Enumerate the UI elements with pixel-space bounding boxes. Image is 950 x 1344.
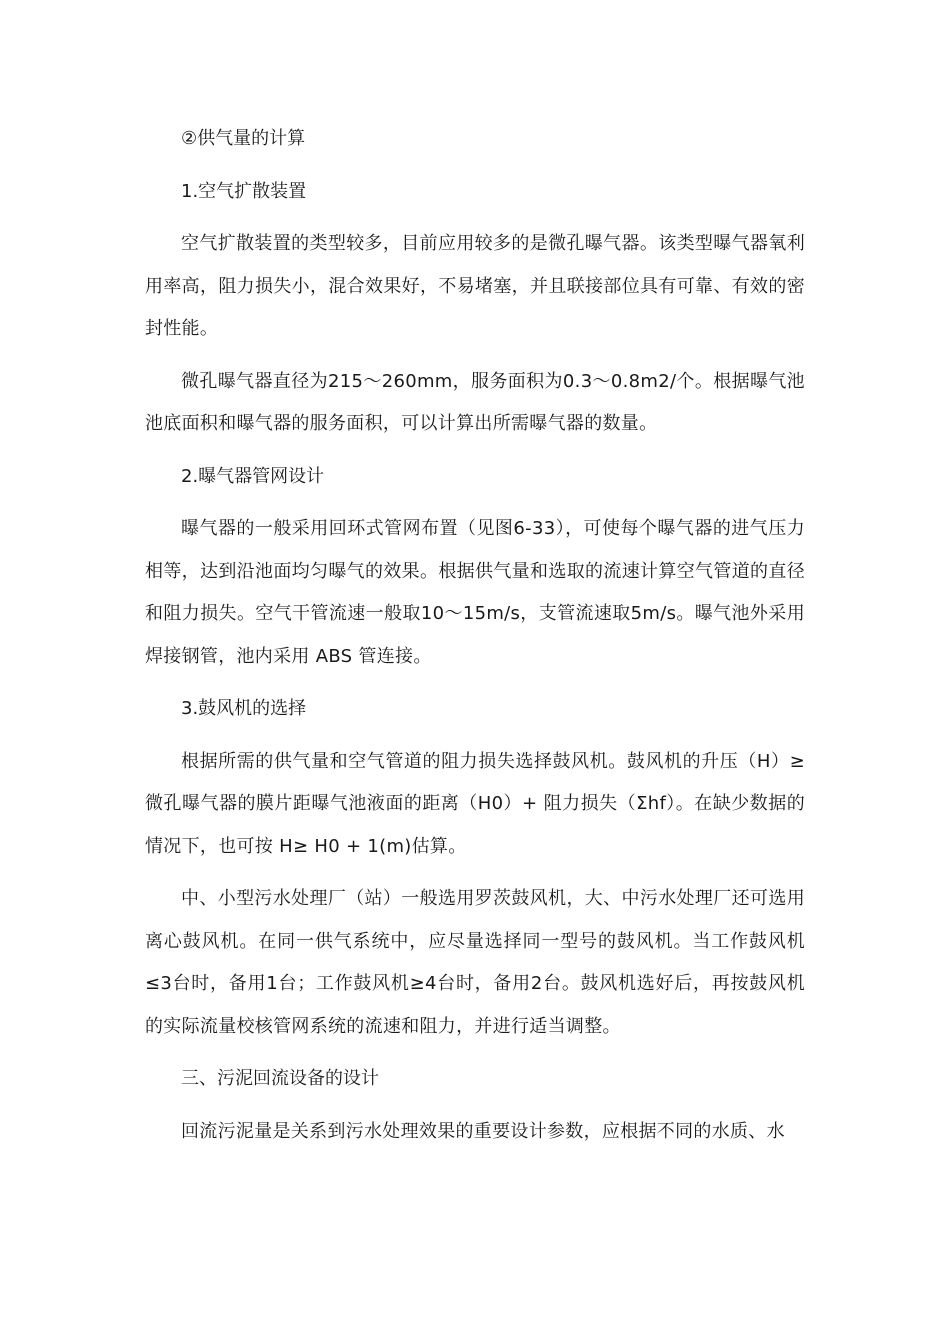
subheading-pipe-network: 2.曝气器管网设计 xyxy=(181,465,325,487)
subheading-air-diffuser: 1.空气扩散装置 xyxy=(181,180,307,202)
paragraph-diffuser-size: 微孔曝气器直径为215～260mm，服务面积为0.3～0.8m2/个。根据曝气池池底面积和曝气器的服务面积，可以计算出所需曝气器的数量。 xyxy=(145,370,805,434)
document-body xyxy=(145,118,805,1153)
section-heading-sludge-return: 三、污泥回流设备的设计 xyxy=(181,1068,379,1089)
paragraph-diffuser-types: 空气扩散装置的类型较多，目前应用较多的是微孔曝气器。该类型曝气器氧利用率高，阻力损失小，混合效果好，不易堵塞，并且联接部位具有可靠、有效的密封性能。 xyxy=(145,233,805,339)
paragraph-blower-pressure: 根据所需的供气量和空气管道的阻力损失选择鼓风机。鼓风机的升压（H）≥ 微孔曝气器的膜片距曝气池液面的距离（H0）+ 阻力损失（Σhf）。在缺少数据的情况下，也可按 H≥ H0 + 1(m)估算。 xyxy=(145,750,805,857)
paragraph-blower-types: 中、小型污水处理厂（站）一般选用罗茨鼓风机，大、中污水处理厂还可选用离心鼓风机。在同一供气系统中，应尽量选择同一型号的鼓风机。当工作鼓风机≤3台时，备用1台；工作鼓风机≥4台时，备用2台。鼓风机选好后，再按鼓风机的实际流量校核管网系统的流速和阻力，并进行适当调整。 xyxy=(145,888,805,1037)
subheading-blower-selection: 3.鼓风机的选择 xyxy=(181,698,307,719)
paragraph-pipe-network: 曝气器的一般采用回环式管网布置（见图6-33），可使每个曝气器的进气压力相等，达到沿池面均匀曝气的效果。根据供气量和选取的流速计算空气管道的直径和阻力损失。空气干管流速一般取10～15m/s，支管流速取5m/s。曝气池外采用焊接钢管，池内采用 ABS 管连接。 xyxy=(145,518,805,667)
section-heading-air-supply: ②供气量的计算 xyxy=(181,128,306,149)
paragraph-sludge-return: 回流污泥量是关系到污水处理效果的重要设计参数，应根据不同的水质、水 xyxy=(181,1120,785,1142)
